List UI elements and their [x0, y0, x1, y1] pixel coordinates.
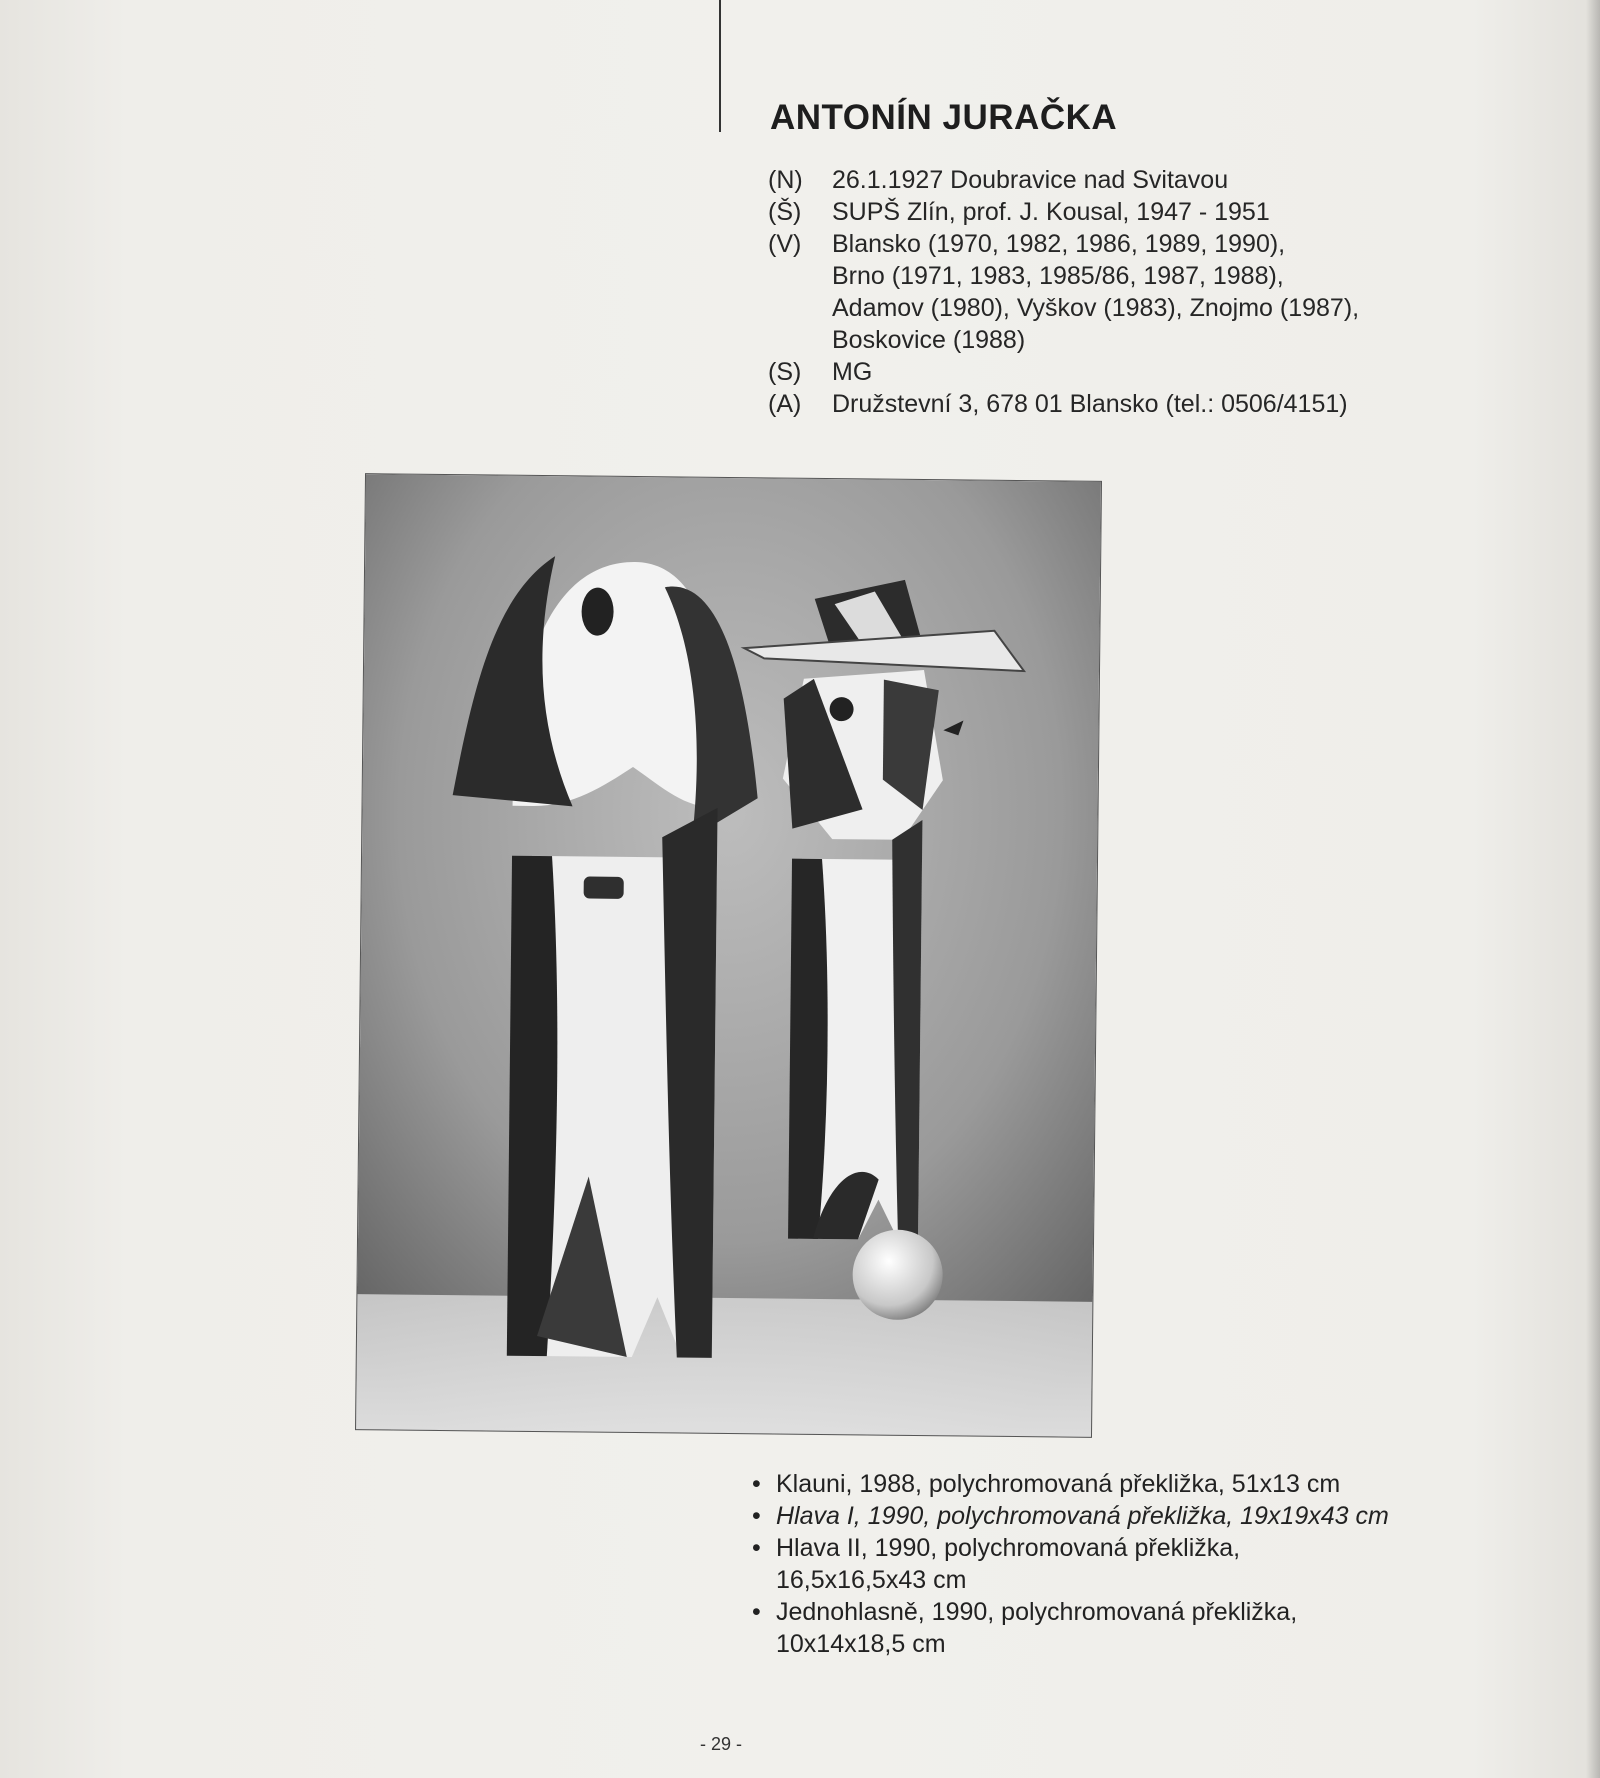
caption-line: Hlava II, 1990, polychromovaná překližka, [776, 1534, 1241, 1562]
bio-line: Adamov (1980), Vyškov (1983), Znojmo (1987), [832, 294, 1360, 322]
margin-rule [719, 0, 721, 132]
caption-line: Hlava I, 1990, polychromovaná překližka, 19x19x43 cm [776, 1502, 1389, 1530]
caption-text [776, 1468, 1512, 1500]
page-number: - 29 - [700, 1734, 743, 1754]
bio-value [832, 356, 1528, 388]
bio-value [832, 228, 1528, 356]
caption-line: Jednohlasně, 1990, polychromovaná překližka, [776, 1598, 1298, 1626]
caption-item [752, 1468, 1512, 1500]
artist-bio [768, 164, 1528, 420]
bio-row-born [768, 164, 1528, 196]
caption-text [776, 1596, 1512, 1660]
bio-value [832, 388, 1528, 420]
caption-item [752, 1532, 1512, 1596]
bio-line: SUPŠ Zlín, prof. J. Kousal, 1947 - 1951 [832, 198, 1270, 226]
bullet: • [752, 1502, 761, 1530]
bio-line: Brno (1971, 1983, 1985/86, 1987, 1988), [832, 262, 1284, 290]
bio-key: (N) [768, 166, 803, 194]
sculpture-photo [355, 473, 1102, 1438]
bio-row-address [768, 388, 1528, 420]
caption-text [776, 1532, 1512, 1596]
bullet: • [752, 1598, 761, 1626]
bio-line: MG [832, 358, 873, 386]
sculpture-illustration [356, 474, 1101, 1437]
bio-row-school [768, 196, 1528, 228]
bio-row-exhibitions [768, 228, 1528, 356]
bio-key: (S) [768, 358, 802, 386]
bio-value [832, 196, 1528, 228]
bio-key: (V) [768, 230, 802, 258]
bio-line: Boskovice (1988) [832, 326, 1026, 354]
bio-key: (A) [768, 390, 802, 418]
bio-row-collections [768, 356, 1528, 388]
caption-line: Klauni, 1988, polychromovaná překližka, 51x13 cm [776, 1470, 1341, 1498]
bio-line: 26.1.1927 Doubravice nad Svitavou [832, 166, 1229, 194]
caption-line: 16,5x16,5x43 cm [776, 1566, 967, 1594]
caption-text [776, 1500, 1512, 1532]
bio-key: (Š) [768, 198, 802, 226]
bio-line: Blansko (1970, 1982, 1986, 1989, 1990), [832, 230, 1286, 258]
artist-name: ANTONÍN JURAČKA [770, 98, 1118, 137]
caption-item [752, 1596, 1512, 1660]
bio-line: Družstevní 3, 678 01 Blansko (tel.: 0506/4151) [832, 390, 1348, 418]
caption-item [752, 1500, 1512, 1532]
caption-line: 10x14x18,5 cm [776, 1630, 946, 1658]
bullet: • [752, 1534, 761, 1562]
page-edge-shadow [1586, 0, 1600, 1778]
bio-value [832, 164, 1528, 196]
bullet: • [752, 1470, 761, 1498]
artwork-captions [752, 1468, 1512, 1660]
